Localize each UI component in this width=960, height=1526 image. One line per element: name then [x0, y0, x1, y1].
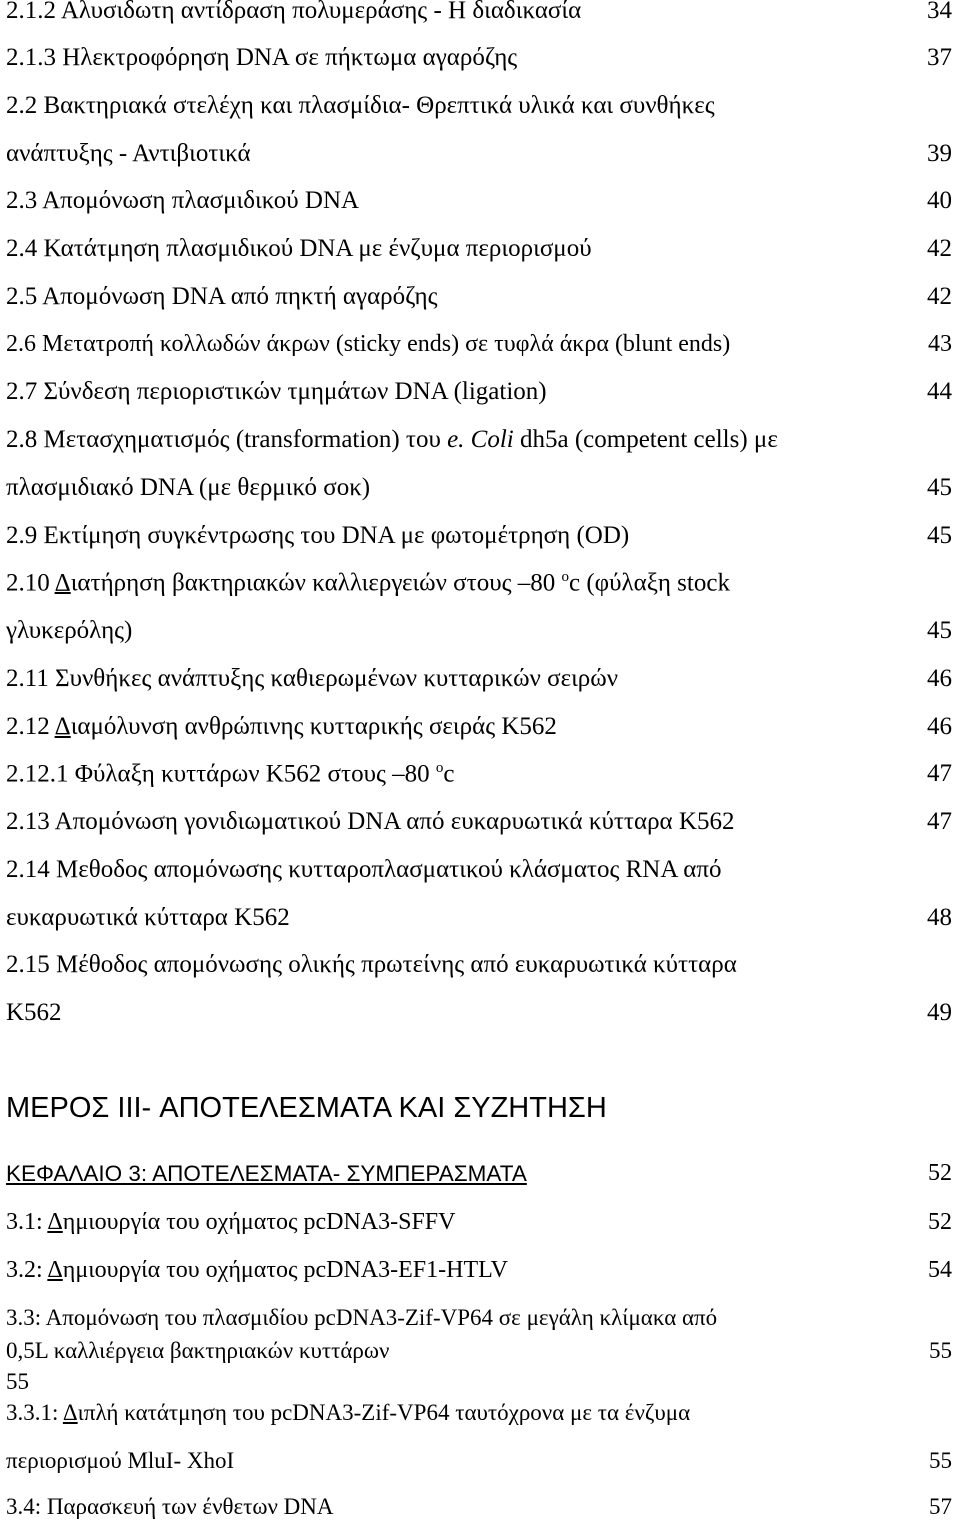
toc-entry-page: 47 [927, 808, 952, 835]
toc-entry [6, 713, 952, 741]
toc-entry-page: 43 [928, 331, 952, 357]
toc-entry-page: 45 [927, 617, 952, 644]
toc-entry-title: 3.4: Παρασκευή των ένθετων DNA [6, 1494, 334, 1519]
toc-entry [6, 1305, 952, 1331]
toc-entry-title: 3.3: Απομόνωση του πλασμιδίου pcDNA3-Zif-VP64 σε μεγάλη κλίμακα από [6, 1305, 718, 1330]
toc-entry-page: 46 [927, 665, 952, 692]
toc-entry [6, 474, 952, 502]
toc-entry-title: 2.10 Διατήρηση βακτηριακών καλλιεργειών στους –80 $^o$c (φύλαξη stock [6, 569, 730, 597]
toc-entry-page: 54 [928, 1257, 952, 1283]
toc-entry-title: 2.2 Βακτηριακά στελέχη και πλασμίδια- Θρεπτικά υλικά και συνθήκες [6, 92, 715, 119]
toc-entry-title: 2.14 Μεθοδος απομόνωσης κυτταροπλασματικού κλάσματος RNA από [6, 856, 722, 883]
part-heading-text: ΜΕΡΟΣ III- ΑΠΟΤΕΛΕΣΜΑΤΑ ΚΑΙ ΣΥΖΗΤΗΣΗ [6, 1092, 607, 1124]
toc-entry-title: 2.9 Εκτίμηση συγκέντρωσης του DNA με φωτομέτρηση (OD) [6, 522, 630, 549]
toc-entry-title: 55 [6, 1369, 29, 1394]
toc-entry [6, 44, 952, 72]
chapter-page: 52 [928, 1160, 952, 1186]
toc-entry [6, 1257, 952, 1284]
toc-entry-page: 49 [927, 999, 952, 1026]
toc-entry-title: ανάπτυξης - Αντιβιοτικά [6, 140, 251, 167]
toc-entry-page: 45 [927, 474, 952, 501]
toc-entry [6, 283, 952, 311]
toc-entry-title: 2.1.3 Ηλεκτροφόρηση DNA σε πήκτωμα αγαρόζης [6, 44, 518, 71]
chapter-title: ΚΕΦΑΛΑΙΟ 3: ΑΠΟΤΕΛΕΣΜΑΤΑ- ΣΥΜΠΕΡΑΣΜΑΤΑ [6, 1161, 527, 1186]
toc-entry [6, 522, 952, 550]
toc-entry-page: 39 [927, 140, 952, 167]
toc-entry [6, 760, 952, 788]
toc-entry [6, 617, 952, 645]
toc-entry-page: 37 [927, 44, 952, 71]
toc-entry [6, 951, 952, 979]
toc-entry [6, 1338, 952, 1364]
chapter-heading [6, 1161, 952, 1187]
toc-entry-title: 2.5 Απομόνωση DNA από πηκτή αγαρόζης [6, 283, 438, 310]
toc-entry-title: 3.3.1: Διπλή κατάτμηση του pcDNA3-Zif-VP64 ταυτόχρονα με τα ένζυμα [6, 1400, 691, 1425]
toc-entry-title: 3.2: Δημιουργία του οχήματος pcDNA3-EF1-HTLV [6, 1257, 508, 1283]
toc-entry [6, 1209, 952, 1236]
toc-entry [6, 92, 952, 120]
toc-entry-title: πλασμιδιακό DNA (με θερμικό σοκ) [6, 474, 371, 501]
toc-entry-page: 47 [927, 760, 952, 787]
species-name: e. Coli [447, 426, 514, 453]
toc-entry-title: 2.6 Μετατροπή κολλωδών άκρων (sticky ends) σε τυφλά άκρα (blunt ends) [6, 331, 731, 357]
toc-entry-page: 46 [927, 713, 952, 740]
toc-entry [6, 904, 952, 932]
toc-entry-title: 2.12.1 Φύλαξη κυττάρων K562 στους –80 $^o$c [6, 760, 455, 788]
toc-entry-title: 3.1: Δημιουργία του οχήματος pcDNA3-SFFV [6, 1209, 456, 1235]
toc-entry-title: 2.7 Σύνδεση περιοριστικών τμημάτων DNA (ligation) [6, 378, 547, 405]
toc-entry-title: ευκαρυωτικά κύτταρα K562 [6, 904, 290, 931]
toc-entry-page: 34 [927, 0, 952, 24]
toc-entry [6, 1400, 952, 1426]
toc-entry [6, 235, 952, 263]
toc-entry-page: 42 [927, 235, 952, 262]
toc-entry [6, 0, 952, 25]
toc-entry-page: 55 [929, 1338, 952, 1363]
toc-entry [6, 808, 952, 836]
toc-entry [6, 665, 952, 693]
toc-entry [6, 999, 952, 1027]
toc-entry [6, 140, 952, 168]
toc-entry-title: 2.11 Συνθήκες ανάπτυξης καθιερωμένων κυτταρικών σειρών [6, 665, 619, 692]
toc-entry-page: 44 [927, 378, 952, 405]
toc-entry-title: περιορισμού MluI- XhoI [6, 1448, 235, 1473]
toc-entry [6, 187, 952, 215]
toc-entry [6, 426, 952, 454]
toc-entry-page: 40 [927, 187, 952, 214]
toc-entry-title: 2.12 Διαμόλυνση ανθρώπινης κυτταρικής σειράς K562 [6, 713, 557, 740]
toc-entry [6, 1448, 952, 1474]
toc-entry-page: 48 [927, 904, 952, 931]
toc-entry-page: 45 [927, 522, 952, 549]
toc-entry-title: 2.4 Κατάτμηση πλασμιδικού DNA με ένζυμα περιορισμού [6, 235, 592, 262]
toc-entry-page: 57 [929, 1494, 952, 1519]
toc-entry-title: 2.1.2 Αλυσιδωτη αντίδραση πολυμεράσης - Η διαδικασία [6, 0, 582, 24]
toc-entry-page: 42 [927, 283, 952, 310]
toc-entry [6, 1369, 952, 1395]
toc-entry-title: 2.13 Απομόνωση γονιδιωματικού DNA από ευκαρυωτικά κύτταρα K562 [6, 808, 735, 835]
toc-entry [6, 1494, 952, 1520]
toc-entry-title: 2.15 Μέθοδος απομόνωσης ολικής πρωτείνης από ευκαρυωτικά κύτταρα [6, 951, 737, 978]
toc-entry [6, 856, 952, 884]
part-heading [6, 1092, 952, 1125]
toc-entry-page: 52 [928, 1209, 952, 1235]
toc-entry [6, 331, 952, 358]
toc-entry-title: 2.8 Μετασχηματισμός (transformation) του e. Coli dh5a (competent cells) με [6, 426, 778, 453]
toc-entry-title: 2.3 Απομόνωση πλασμιδικού DNA [6, 187, 360, 214]
toc-entry-page: 55 [929, 1448, 952, 1473]
toc-entry-title: 0,5L καλλιέργεια βακτηριακών κυττάρων [6, 1338, 390, 1363]
toc-entry-title: γλυκερόλης) [6, 617, 133, 644]
toc-entry [6, 569, 952, 597]
toc-entry [6, 378, 952, 406]
toc-entry-title: K562 [6, 999, 62, 1026]
